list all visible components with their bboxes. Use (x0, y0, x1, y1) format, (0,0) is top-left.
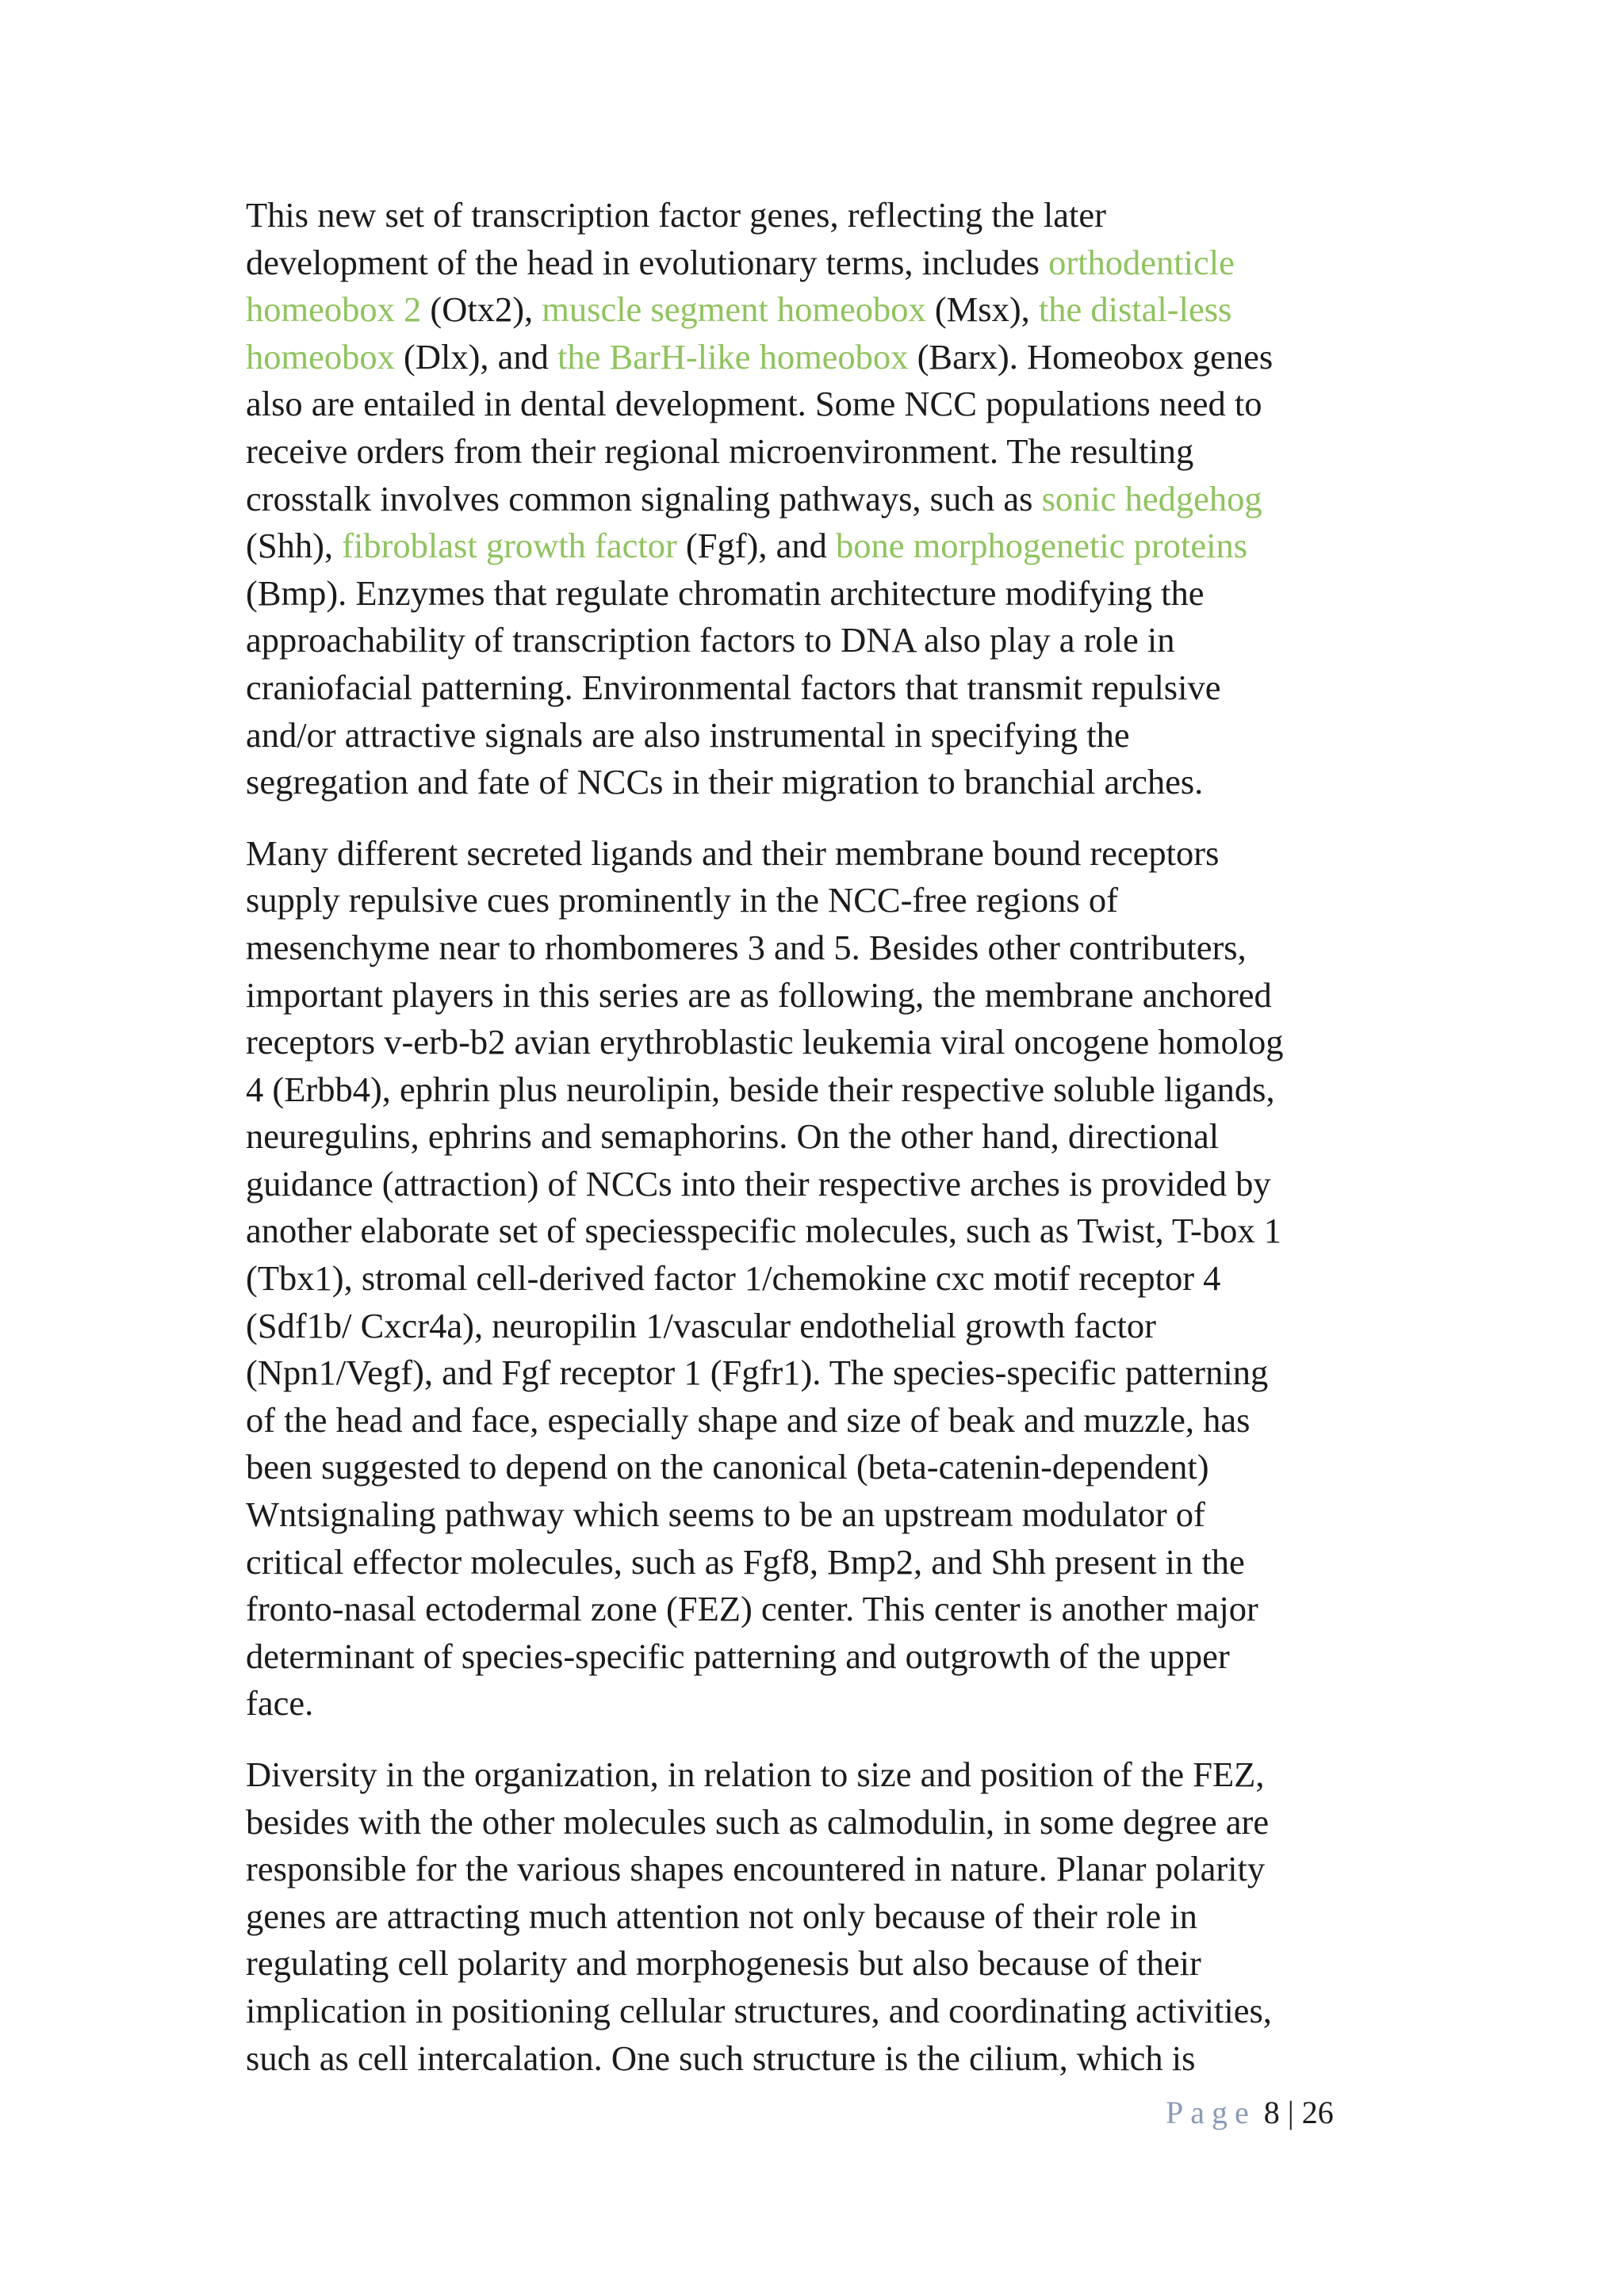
text-line (246, 1161, 1388, 1208)
text-span: face. (246, 1683, 314, 1724)
text-line (246, 617, 1388, 664)
text-line (246, 1799, 1388, 1846)
text-span: neuregulins, ephrins and semaphorins. On the other hand, directional (246, 1116, 1220, 1157)
text-line (246, 1444, 1388, 1491)
text-span: supply repulsive cues prominently in the NCC-free regions of (246, 880, 1118, 920)
text-line (246, 381, 1388, 428)
text-span: of the head and face, especially shape and size of beak and muzzle, has (246, 1399, 1251, 1440)
text-line (246, 428, 1388, 476)
text-span: crosstalk involves common signaling pathways, such as (246, 478, 1042, 519)
text-line (246, 476, 1388, 523)
text-span: implication in positioning cellular structures, and coordinating activities, (246, 1990, 1272, 2030)
text-line (246, 1491, 1388, 1539)
page-label: Page (1166, 2095, 1256, 2130)
text-line (246, 1846, 1388, 1893)
text-span: (Tbx1), stromal cell-derived factor 1/chemokine cxc motif receptor 4 (246, 1258, 1221, 1299)
text-line (246, 522, 1388, 570)
text-line (246, 1113, 1388, 1161)
text-span: also are entailed in dental development. Some NCC populations need to (246, 384, 1262, 424)
text-span: important players in this series are as following, the membrane anchored (246, 974, 1272, 1015)
text-line (246, 830, 1388, 878)
keyword-link[interactable]: homeobox 2 (246, 289, 422, 330)
paragraph (246, 830, 1388, 1728)
text-line (246, 1893, 1388, 1941)
text-line (246, 1988, 1388, 2035)
keyword-link[interactable]: the BarH-like homeobox (557, 336, 909, 377)
text-span: (Bmp). Enzymes that regulate chromatin architecture modifying the (246, 572, 1205, 613)
keyword-link[interactable]: orthodenticle (1048, 242, 1235, 282)
text-span: besides with the other molecules such as calmodulin, in some degree are (246, 1801, 1270, 1842)
text-span: (Fgf), and (676, 526, 836, 566)
keyword-link[interactable]: muscle segment homeobox (542, 289, 926, 330)
text-span: segregation and fate of NCCs in their migration to branchial arches. (246, 762, 1204, 802)
text-line (246, 1751, 1388, 1799)
keyword-link[interactable]: the distal-less (1038, 289, 1232, 330)
text-line (246, 1940, 1388, 1988)
text-span: (Otx2), (421, 289, 542, 330)
text-line (246, 286, 1388, 334)
text-line (246, 712, 1388, 760)
text-span: guidance (attraction) of NCCs into their respective arches is provided by (246, 1163, 1271, 1203)
text-line (246, 1303, 1388, 1350)
text-span: genes are attracting much attention not only because of their role in (246, 1896, 1197, 1936)
text-line (246, 1066, 1388, 1114)
keyword-link[interactable]: homeobox (246, 336, 395, 377)
text-span: (Shh), (246, 526, 343, 566)
text-line (246, 334, 1388, 381)
text-line (246, 972, 1388, 1020)
text-span: critical effector molecules, such as Fgf8, Bmp2, and Shh present in the (246, 1541, 1245, 1582)
text-span: (Sdf1b/ Cxcr4a), neuropilin 1/vascular endothelial growth factor (246, 1305, 1157, 1345)
text-line (246, 1633, 1388, 1681)
keyword-link[interactable]: bone morphogenetic proteins (835, 526, 1248, 566)
text-line (246, 1019, 1388, 1066)
text-line (246, 2035, 1388, 2083)
text-line (246, 239, 1388, 287)
text-span: Many different secreted ligands and their membrane bound receptors (246, 832, 1220, 873)
text-span: (Dlx), and (394, 336, 558, 377)
text-span: This new set of transcription factor genes, reflecting the later (246, 195, 1106, 235)
text-line (246, 664, 1388, 712)
body-text (246, 192, 1388, 2106)
text-span: another elaborate set of speciesspecific molecules, such as Twist, T-box 1 (246, 1211, 1281, 1251)
text-span: fronto-nasal ectodermal zone (FEZ) center. This center is another major (246, 1589, 1258, 1629)
text-span: receive orders from their regional microenvironment. The resulting (246, 430, 1194, 471)
text-line (246, 759, 1388, 806)
text-span: and/or attractive signals are also instrumental in specifying the (246, 714, 1130, 755)
text-span: (Npn1/Vegf), and Fgf receptor 1 (Fgfr1). The species-specific patterning (246, 1353, 1269, 1393)
text-line (246, 570, 1388, 618)
text-span: determinant of species-specific patterning and outgrowth of the upper (246, 1636, 1230, 1676)
text-span: (Msx), (925, 289, 1039, 330)
text-span: responsible for the various shapes encountered in nature. Planar polarity (246, 1849, 1266, 1889)
paragraph (246, 1751, 1388, 2082)
text-line (246, 1255, 1388, 1303)
text-line (246, 1680, 1388, 1728)
text-span: mesenchyme near to rhombomeres 3 and 5. Besides other contributers, (246, 927, 1247, 967)
text-span: Wntsignaling pathway which seems to be an upstream modulator of (246, 1494, 1205, 1535)
text-span: development of the head in evolutionary terms, includes (246, 242, 1049, 282)
keyword-link[interactable]: sonic hedgehog (1041, 478, 1262, 519)
text-span: 4 (Erbb4), ephrin plus neurolipin, beside their respective soluble ligands, (246, 1069, 1275, 1109)
keyword-link[interactable]: fibroblast growth factor (342, 526, 677, 566)
text-span: (Barx). Homeobox genes (908, 336, 1274, 377)
text-line (246, 1539, 1388, 1586)
text-span: such as cell intercalation. One such structure is the cilium, which is (246, 2038, 1196, 2078)
text-line (246, 1349, 1388, 1397)
text-line (246, 1207, 1388, 1255)
text-span: receptors v-erb-b2 avian erythroblastic leukemia viral oncogene homolog (246, 1022, 1284, 1062)
text-span: Diversity in the organization, in relation to size and position of the FEZ, (246, 1755, 1265, 1794)
page-number: 8 | 26 (1263, 2095, 1334, 2130)
text-span: been suggested to depend on the canonical (beta-catenin-dependent) (246, 1447, 1209, 1487)
text-line (246, 192, 1388, 239)
text-span: approachability of transcription factors to DNA also play a role in (246, 620, 1175, 660)
text-line (246, 877, 1388, 924)
page-footer (1166, 2093, 1334, 2133)
text-line (246, 1397, 1388, 1445)
text-span: regulating cell polarity and morphogenesis but also because of their (246, 1943, 1201, 1984)
paragraph (246, 192, 1388, 806)
text-line (246, 924, 1388, 972)
text-span: craniofacial patterning. Environmental factors that transmit repulsive (246, 667, 1221, 707)
text-line (246, 1586, 1388, 1633)
